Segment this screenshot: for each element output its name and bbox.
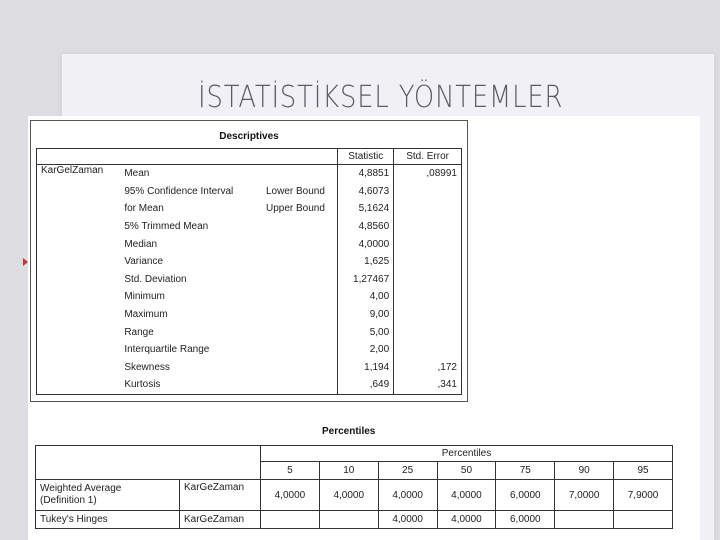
percentiles-title: Percentiles [322, 426, 376, 437]
row-std-error [394, 341, 462, 359]
row-std-error: ,172 [394, 359, 462, 377]
descriptives-table [36, 148, 462, 395]
row-sublabel [262, 218, 338, 236]
row-label: Variance [124, 256, 164, 268]
col-header: 25 [378, 462, 437, 480]
row-sublabel [262, 235, 338, 253]
col-header: 75 [496, 462, 555, 480]
col-header: 95 [614, 462, 673, 480]
row-statistic: 5,00 [338, 323, 394, 341]
row-label: Median [124, 238, 158, 250]
row-label: 95% Confidence Interval [124, 185, 234, 197]
percentiles-group-header: Percentiles [261, 446, 673, 462]
row-label: Mean [120, 165, 262, 183]
percentile-value: 4,0000 [437, 511, 496, 529]
row-statistic: 9,00 [338, 306, 394, 324]
row-statistic: 4,8851 [338, 165, 394, 183]
descriptives-title: Descriptives [219, 131, 279, 142]
row-std-error [394, 235, 462, 253]
row-label: Kurtosis [120, 376, 262, 394]
row-sublabel [262, 253, 338, 271]
table-row [36, 480, 673, 511]
row-label: Skewness [124, 361, 170, 373]
variable-name: KarGelZaman [37, 165, 121, 395]
row-statistic: 4,0000 [338, 235, 394, 253]
row-statistic: 5,1624 [338, 200, 394, 218]
percentile-value: 4,0000 [378, 480, 437, 511]
row-statistic: 1,625 [338, 253, 394, 271]
row-sublabel [262, 165, 338, 183]
row-statistic: 1,194 [338, 359, 394, 377]
row-std-error [394, 271, 462, 289]
row-statistic: 2,00 [338, 341, 394, 359]
row-sublabel [262, 306, 338, 324]
row-std-error [394, 323, 462, 341]
percentile-value: 6,0000 [496, 511, 555, 529]
percentiles-table [35, 445, 673, 529]
header-statistic: Statistic [338, 149, 394, 165]
row-label: 5% Trimmed Mean [124, 221, 209, 233]
row-sublabel: Upper Bound [265, 203, 325, 215]
row-sublabel [262, 341, 338, 359]
row-statistic: 4,8560 [338, 218, 394, 236]
row-label: Interquartile Range [124, 344, 210, 356]
method-cell [36, 480, 180, 511]
percentile-value [614, 511, 673, 529]
row-statistic: ,649 [338, 376, 394, 394]
col-header: 50 [437, 462, 496, 480]
row-label: for Mean [124, 203, 164, 215]
row-sublabel [262, 359, 338, 377]
header-std-error: Std. Error [394, 149, 462, 165]
descriptives-header-row [37, 149, 462, 165]
row-sublabel: Lower Bound [265, 185, 325, 197]
row-std-error: ,08991 [394, 165, 462, 183]
col-header: 90 [555, 462, 614, 480]
row-std-error: ,341 [394, 376, 462, 394]
percentile-value: 4,0000 [261, 480, 320, 511]
percentile-value: 4,0000 [437, 480, 496, 511]
percentile-value: 4,0000 [378, 511, 437, 529]
percentiles-group-row [36, 446, 673, 462]
slide-title: İSTATİSTİKSEL YÖNTEMLER [198, 80, 564, 115]
row-std-error [394, 306, 462, 324]
descriptives-box [30, 120, 468, 402]
row-label: Std. Deviation [124, 273, 187, 285]
row-std-error [394, 288, 462, 306]
row-sublabel [262, 271, 338, 289]
row-std-error [394, 218, 462, 236]
percentile-value: 4,0000 [319, 480, 378, 511]
method-label-2: (Definition 1) [40, 495, 97, 506]
row-sublabel [262, 323, 338, 341]
variable-name: KarGeZaman [180, 480, 261, 511]
row-label: Maximum [124, 309, 168, 321]
percentile-value [319, 511, 378, 529]
percentile-value [555, 511, 614, 529]
row-statistic: 4,6073 [338, 183, 394, 201]
table-row [37, 165, 462, 183]
table-row [36, 511, 673, 529]
row-std-error [394, 200, 462, 218]
row-std-error [394, 253, 462, 271]
percentile-value: 7,0000 [555, 480, 614, 511]
row-label: Minimum [124, 291, 165, 303]
col-header: 5 [261, 462, 320, 480]
percentile-value: 6,0000 [496, 480, 555, 511]
row-statistic: 1,27467 [338, 271, 394, 289]
percentile-value [261, 511, 320, 529]
row-std-error [394, 183, 462, 201]
row-label: Range [124, 326, 154, 338]
row-sublabel [262, 288, 338, 306]
variable-name: KarGeZaman [180, 511, 261, 529]
percentile-value: 7,9000 [614, 480, 673, 511]
method-label: Tukey's Hinges [36, 511, 180, 529]
row-sublabel [262, 376, 338, 394]
col-header: 10 [319, 462, 378, 480]
row-statistic: 4,00 [338, 288, 394, 306]
method-label: Weighted Average [40, 483, 122, 494]
